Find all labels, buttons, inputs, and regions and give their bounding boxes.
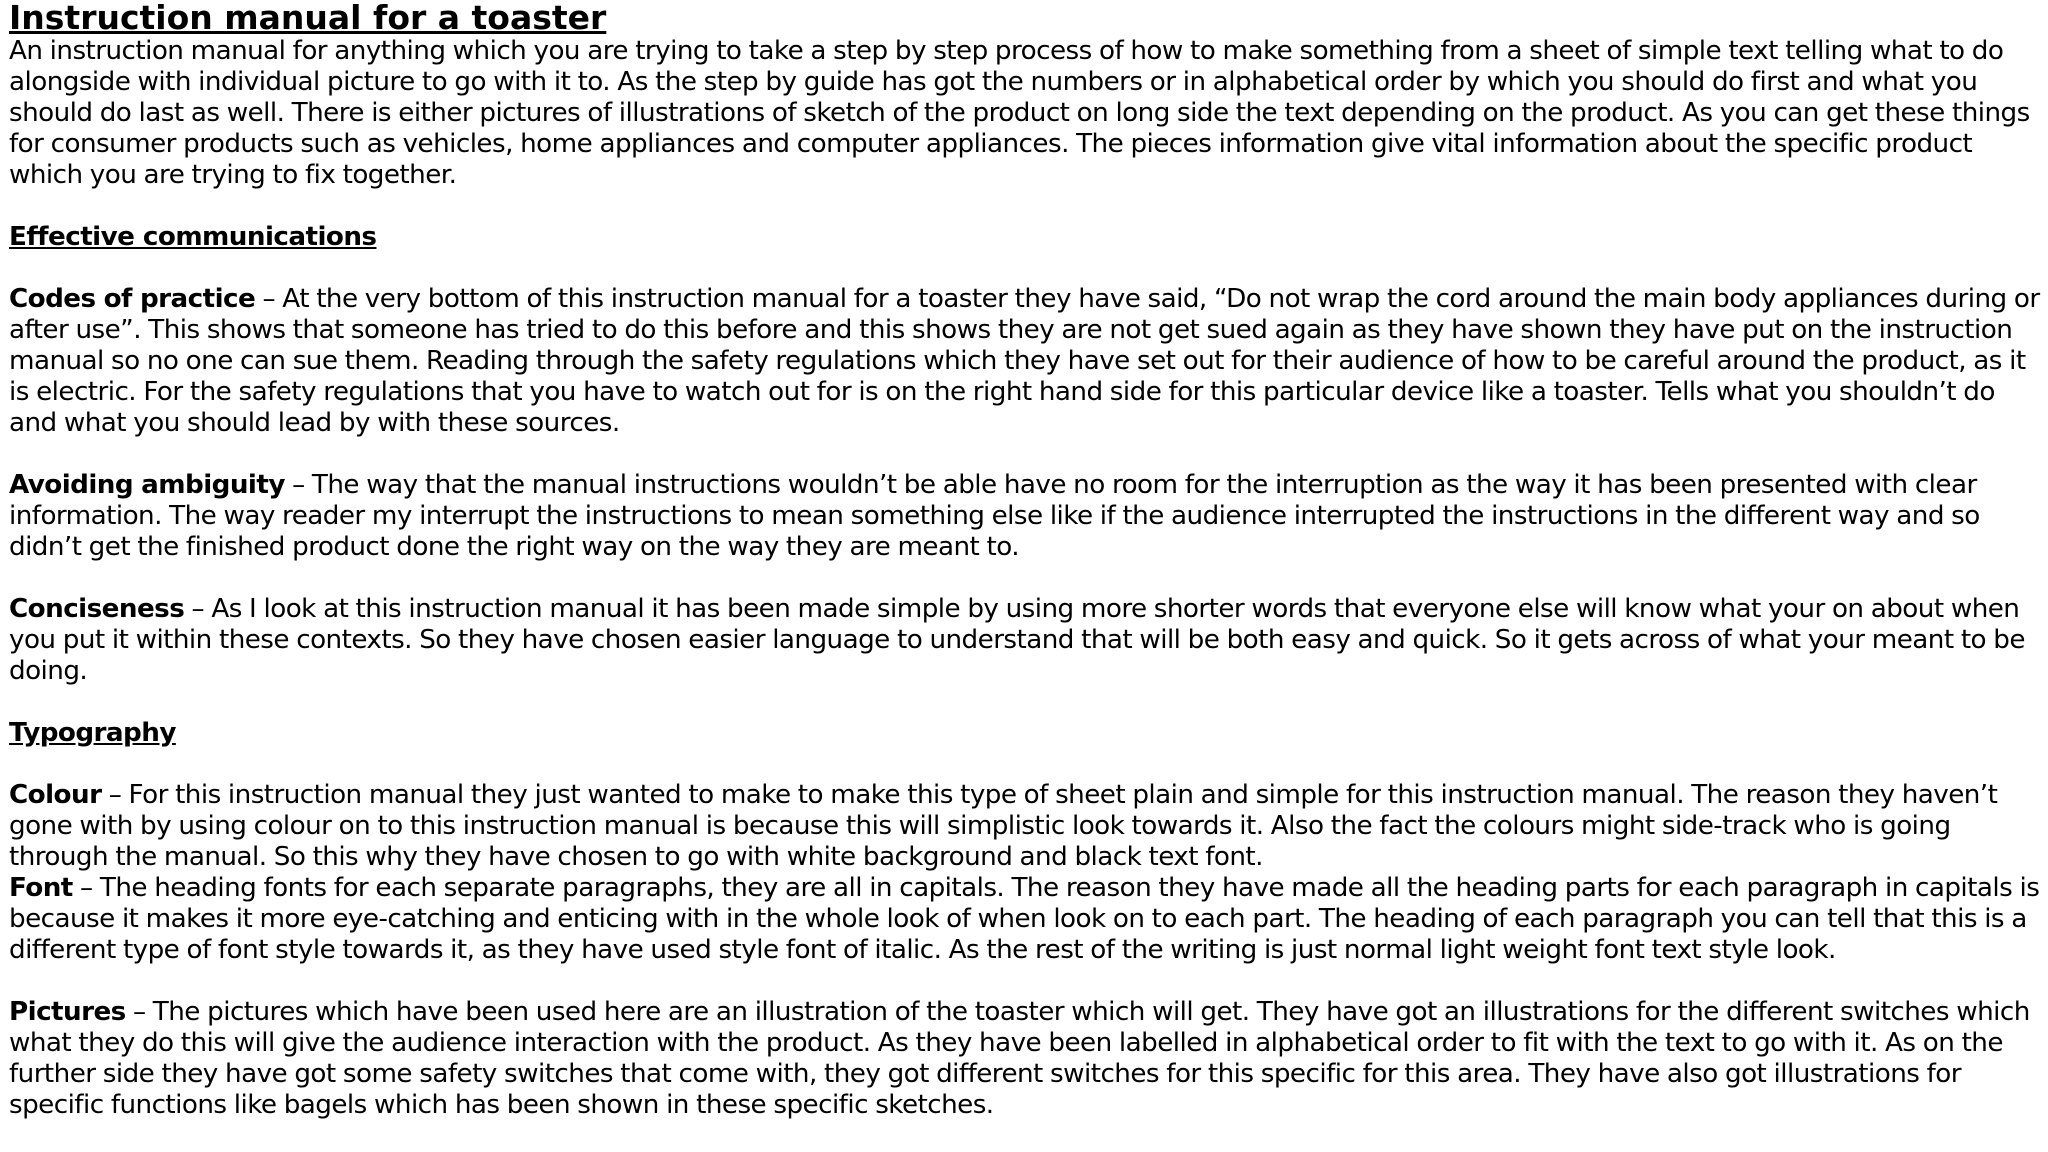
pictures-text: – The pictures which have been used here are an illustration of the toaster which will get. They have got an illustrations for the different switches which what they do this will give the audience interaction with the product. As they have been labelled in alphabetical order to fit with the text to go with it. As on the further side they have got some safety switches that come with, they got different switches for this specific for this area. They have also got illustrations for specific functions like bagels which has been shown in these specific sketches. [9, 997, 2030, 1120]
colour-paragraph [9, 780, 2041, 873]
font-text: – The heading fonts for each separate paragraphs, they are all in capitals. The reason they have made all the heading parts for each paragraph in capitals is because it makes it more eye-catching and enticing with in the whole look of when look on to each part. The heading of each paragraph you can tell that this is a different type of font style towards it, as they have used style font of italic. As the rest of the writing is just normal light weight font text style look. [9, 873, 2040, 965]
codes-of-practice-paragraph [9, 284, 2041, 439]
colour-text: – For this instruction manual they just wanted to make to make this type of sheet plain and simple for this instruction manual. The reason they haven’t gone with by using colour on to this instruction manual is because this will simplistic look towards it. Also the fact the colours might side-track who is going through the manual. So this why they have chosen to go with white background and black text font. [9, 780, 1998, 872]
intro-paragraph: An instruction manual for anything which you are trying to take a step by step process of how to make something from a sheet of simple text telling what to do alongside with individual picture to go with it to. As the step by guide has got the numbers or in alphabetical order by which you should do first and what you should do last as well. There is either pictures of illustrations of sketch of the product on long side the text depending on the product. As you can get these things for consumer products such as vehicles, home appliances and computer appliances. The pieces information give vital information about the specific product which you are trying to fix together. [9, 36, 2030, 190]
avoiding-ambiguity-term: Avoiding ambiguity [9, 470, 285, 500]
spacer [9, 687, 2041, 718]
avoiding-ambiguity-paragraph [9, 470, 2041, 563]
page-title: Instruction manual for a toaster [9, 0, 607, 37]
font-term: Font [9, 873, 73, 903]
spacer [9, 253, 2041, 284]
conciseness-paragraph [9, 594, 2041, 687]
section-heading-typography: Typography [9, 718, 176, 748]
colour-term: Colour [9, 780, 102, 810]
spacer [9, 749, 2041, 780]
spacer [9, 191, 2041, 222]
spacer [9, 439, 2041, 470]
pictures-paragraph [9, 997, 2041, 1121]
codes-of-practice-text: – At the very bottom of this instruction manual for a toaster they have said, “Do not wrap the cord around the main body appliances during or after use”. This shows that someone has tried to do this before and this shows they are not get sued again as they have shown they have put on the instruction manual so no one can sue them. Reading through the safety regulations which they have set out for their audience of how to be careful around the product, as it is electric. For the safety regulations that you have to watch out for is on the right hand side for this particular device like a toaster. Tells what you shouldn’t do and what you should lead by with these sources. [9, 284, 2040, 438]
avoiding-ambiguity-text: – The way that the manual instructions wouldn’t be able have no room for the interruption as the way it has been presented with clear information. The way reader my interrupt the instructions to mean something else like if the audience interrupted the instructions in the different way and so didn’t get the finished product done the right way on the way they are meant to. [9, 470, 1980, 562]
conciseness-term: Conciseness [9, 594, 185, 624]
section-heading-effective-communications: Effective communications [9, 222, 377, 252]
spacer [9, 966, 2041, 997]
conciseness-text: – As I look at this instruction manual it has been made simple by using more shorter words that everyone else will know what your on about when you put it within these contexts. So they have chosen easier language to understand that will be both easy and quick. So it gets across of what your meant to be doing. [9, 594, 2025, 686]
pictures-term: Pictures [9, 997, 126, 1027]
codes-of-practice-term: Codes of practice [9, 284, 256, 314]
spacer [9, 563, 2041, 594]
font-paragraph [9, 873, 2041, 966]
document-page [9, 0, 2041, 1121]
